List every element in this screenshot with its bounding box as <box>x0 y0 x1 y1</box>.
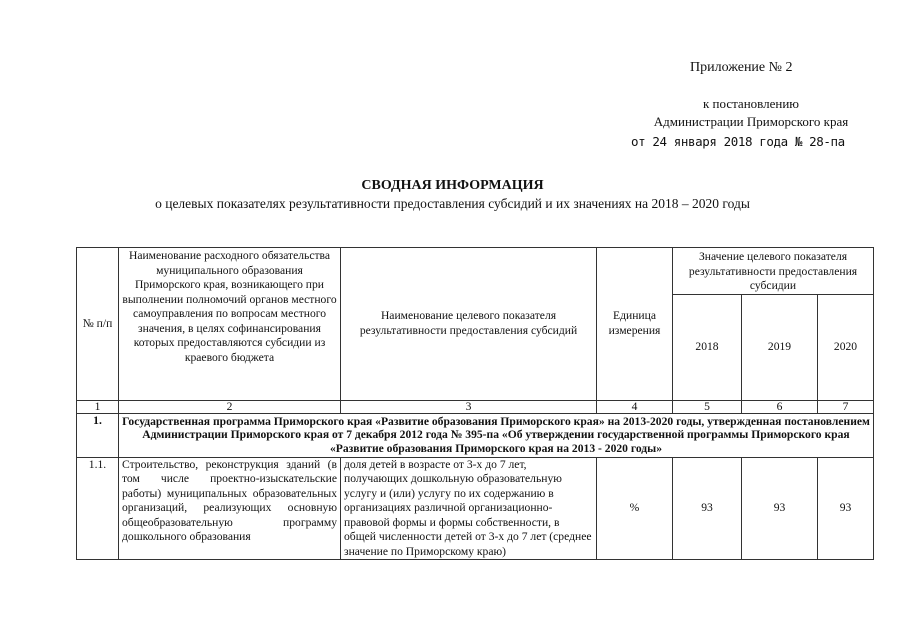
program-num: 1. <box>77 413 119 457</box>
col-number-3: 3 <box>341 400 597 413</box>
program-text: Государственная программа Приморского края «Развитие образования Приморского края» на 2013-2020 годы, утвержденная постановлением Администрации Приморского края от 7 декабря 2012 года № 395-па «Об утверждении государственной программы Приморского края «Развитие образования Приморского края на 2013 - 2020 годы» <box>119 413 874 457</box>
row-indicator: доля детей в возрасте от 3-х до 7 лет, получающих дошкольную образовательную услугу и (или) услугу по их содержанию в организациях различной организационно-правовой формы и формы собственности, в общей численности детей от 3-х до 7 лет (среднее значение по Приморскому краю) <box>341 457 597 560</box>
resolution-line-1: к постановлению <box>702 96 800 111</box>
header-num: № п/п <box>77 248 119 401</box>
header-unit: Единица измерения <box>597 248 673 401</box>
row-value-2020: 93 <box>818 457 874 560</box>
col-number-2: 2 <box>119 400 341 413</box>
header-indicator: Наименование целевого показателя результативности предоставления субсидий <box>341 248 597 401</box>
document-title: СВОДНАЯ ИНФОРМАЦИЯ <box>361 178 544 193</box>
col-number-6: 6 <box>742 400 818 413</box>
resolution-line-2: Администрации Приморского края <box>653 114 849 129</box>
header-value-group: Значение целевого показателя результативности предоставления субсидии <box>673 248 874 295</box>
row-value-2018: 93 <box>673 457 742 560</box>
header-year-2020: 2020 <box>818 294 874 400</box>
appendix-label: Приложение № 2 <box>690 60 793 75</box>
document-subtitle: о целевых показателях результативности предоставления субсидий и их значениях на 2018 – 2020 годы <box>155 196 750 211</box>
header-obligation: Наименование расходного обязательства муниципального образования Приморского края, возникающего при выполнении полномочий органов местного самоуправления по вопросам местного значения, в целях софинансирования которых предоставляются субсидии из краевого бюджета <box>119 248 341 401</box>
col-number-4: 4 <box>597 400 673 413</box>
table-row <box>77 457 874 560</box>
resolution-date: от 24 января 2018 года № 28-па <box>631 134 845 149</box>
resolution-block <box>636 95 866 131</box>
header-year-2018: 2018 <box>673 294 742 400</box>
row-obligation: Строительство, реконструкция зданий (в том числе проектно-изыскательские работы) муниципальных образовательных организаций, реализующих основную общеобразовательную программу дошкольного образования <box>119 457 341 560</box>
col-number-7: 7 <box>818 400 874 413</box>
row-unit: % <box>597 457 673 560</box>
indicators-table <box>76 247 874 560</box>
row-value-2019: 93 <box>742 457 818 560</box>
col-number-5: 5 <box>673 400 742 413</box>
row-num: 1.1. <box>77 457 119 560</box>
col-number-1: 1 <box>77 400 119 413</box>
header-year-2019: 2019 <box>742 294 818 400</box>
